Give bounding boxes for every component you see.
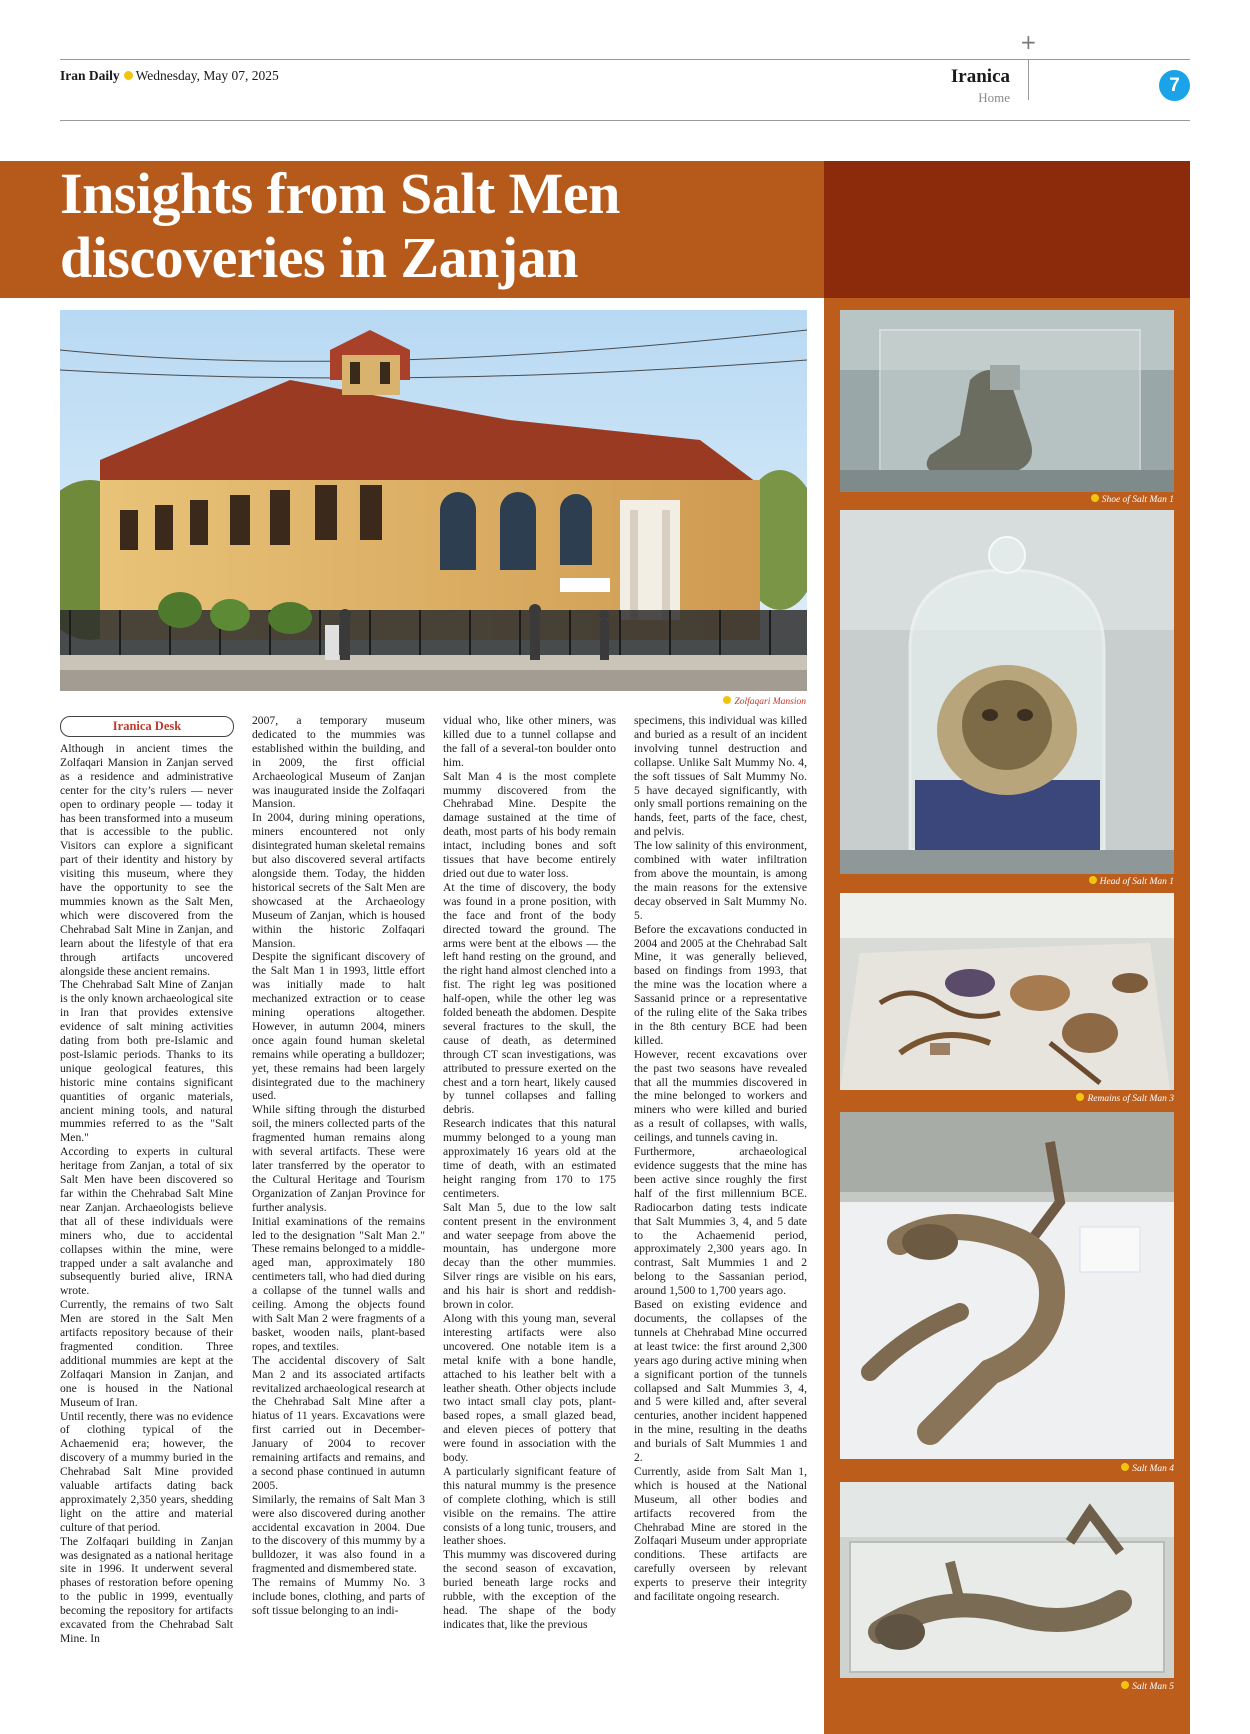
article-paragraph: Salt Man 4 is the most complete mummy discovered from the Chehrabad Mine. Despite the damage sustained at the time of death, most parts of his body remain intact, including bones and soft tissues that have become entirely dried out due to water loss. bbox=[443, 769, 616, 880]
caption-salt4-text: Salt Man 4 bbox=[1132, 1464, 1174, 1474]
article-paragraph: Based on existing evidence and documents, the collapses of the tunnels at Chehrabad Mine occurred at least twice: the first around 2,300 years ago during active mining when a significant portion of the tunnels collapsed and Salt Mummies 3, 4, and 5 were killed and, after several centuries, another incident happened in the mine, resulting in the deaths and burials of Salt Mummies 1 and 2. bbox=[634, 1298, 807, 1465]
section-label bbox=[951, 66, 1010, 106]
article-paragraph: Until recently, there was no evidence of clothing typical of the Achaemenid era; however, the discovery of a mummy buried in the Chehrabad Salt Mine provided valuable artifacts dating back approximately 2,350 years, shedding light on the attire and material culture of that period. bbox=[60, 1409, 233, 1534]
caption-head-text: Head of Salt Man 1 bbox=[1099, 877, 1174, 887]
caption-head bbox=[900, 876, 1174, 887]
article-column-3 bbox=[443, 714, 616, 1632]
article-headline bbox=[60, 162, 820, 290]
article-paragraph: Initial examinations of the remains led to the designation "Salt Man 2." These remains belonged to a middle-aged man, approximately 180 centimeters tall, who had died during a collapse of the tunnel walls and ceiling. Among the objects found with Salt Man 2 were fragments of a basket, wooden nails, plant-based ropes, and textiles. bbox=[252, 1214, 425, 1353]
article-paragraph: Salt Man 5, due to the low salt content present in the environment and water seepage from above the mountain, has undergone more decay than the other mummies. Silver rings are visible on his ears, and his hair is short and reddish-brown in color. bbox=[443, 1200, 616, 1312]
caption-remains3 bbox=[900, 1093, 1174, 1104]
article-paragraph: According to experts in cultural heritage from Zanjan, a total of six Salt Men have been discovered so far within the Chehrabad Salt Mine near Zanjan. Archaeologists believe that all of these individuals were miners who, due to accidental collapses within the mine, were trapped under a salt avalanche and subsequently buried alive, IRNA wrote. bbox=[60, 1145, 233, 1298]
paper-name: Iran Daily bbox=[60, 68, 120, 83]
article-paragraph: The accidental discovery of Salt Man 2 and its associated artifacts revitalized archaeological research at the Chehrabad Salt Mine after a hiatus of 11 years. Excavations were first carried out in December-January of 2004 to recover remaining artifacts and remains, and a second phase continued in autumn 2005. bbox=[252, 1353, 425, 1492]
article-paragraph: However, recent excavations over the past two seasons have revealed that all the mummies discovered in the mine belonged to workers and miners who were killed and buried as a result of collapses, with walls, ceilings, and tunnels caving in. bbox=[634, 1047, 807, 1145]
article-paragraph: Similarly, the remains of Salt Man 3 were also discovered during another accidental excavation in 2004. Due to the discovery of this mummy by a bulldozer, it was also found in a fragmented and dismembered state. bbox=[252, 1492, 425, 1576]
caption-dot-icon bbox=[1089, 876, 1097, 884]
article-paragraph: 2007, a temporary museum dedicated to the mummies was established within the building, and in 2009, the first official Archaeological Museum of Zanjan was inaugurated inside the Zolfaqari Mansion. bbox=[252, 714, 425, 811]
masthead bbox=[60, 68, 279, 84]
article-paragraph: At the time of discovery, the body was found in a prone position, with the face and front of the body directed toward the ground. The arms were bent at the elbows — the left hand resting on the ground, and the right hand almost clenched into a fist. The right leg was positioned half-open, while the other leg was folded beneath the abdomen. Despite several fractures to the skull, the cause of death, as determined through CT scan investigations, was attributed to pressure exerted on the chest and a torn heart, likely caused by tunnel collapses and falling debris. bbox=[443, 880, 616, 1117]
article-paragraph: specimens, this individual was killed and buried as a result of an incident involving tunnel destruction and collapse. Unlike Salt Mummy No. 4, the soft tissues of Salt Mummy No. 5 have decayed significantly, with only small portions remaining on the hands, feet, parts of the face, chest, and pelvis. bbox=[634, 714, 807, 839]
caption-salt4 bbox=[900, 1463, 1174, 1474]
remains-illustration bbox=[840, 893, 1174, 1090]
mansion-illustration bbox=[60, 310, 807, 691]
headline-line-2: discoveries in Zanjan bbox=[60, 225, 578, 290]
salt-man-5-illustration bbox=[840, 1482, 1174, 1678]
article-paragraph: In 2004, during mining operations, miners encountered not only disintegrated human skeletal remains but also discovered several artifacts alongside them. Today, the hidden historical secrets of the Salt Men are showcased at the Archaeology Museum of Zanjan, which is housed within the historic Zolfaqari Mansion. bbox=[252, 811, 425, 950]
article-paragraph: The Chehrabad Salt Mine of Zanjan is the only known archaeological site in Iran that provides extensive evidence of salt mining activities dating from both pre-Islamic and post-Islamic periods. Thanks to its unique geological features, this historic mine contains significant quantities of organic materials, ancient mining tools, and natural mummies referred to as the "Salt Men." bbox=[60, 978, 233, 1145]
article-column-4 bbox=[634, 714, 807, 1604]
article-paragraph: The Zolfaqari building in Zanjan was designated as a national heritage site in 1996. It underwent several phases of restoration before opening to the public in 1999, eventually becoming the repository for artifacts excavated from the Chehrabad Salt Mine. In bbox=[60, 1534, 233, 1645]
article-column-2 bbox=[252, 714, 425, 1618]
byline-badge: Iranica Desk bbox=[60, 716, 234, 737]
dot-icon bbox=[124, 71, 133, 80]
article-paragraph: Despite the significant discovery of the Salt Man 1 in 1993, little effort was initially made to halt mechanized extraction or to cease mining operations altogether. However, in autumn 2004, miners once again found human skeletal remains while operating a bulldozer; yet, these remains had been largely disintegrated due to the machinery used. bbox=[252, 950, 425, 1103]
article-paragraph: Along with this young man, several interesting artifacts were also uncovered. One notable item is a metal knife with a bone handle, attached to his leather belt with a leather sheath. Other objects include two intact small clay pots, plant-based ropes, a small glazed bead, and eleven pieces of pottery that were found in association with the body. bbox=[443, 1311, 616, 1465]
caption-dot-icon bbox=[1091, 494, 1099, 502]
photo-remains-of-salt-man-3 bbox=[840, 893, 1174, 1090]
photo-salt-man-5 bbox=[840, 1482, 1174, 1678]
article-paragraph: A particularly significant feature of this natural mummy is the presence of complete clothing, which is still visible on the remains. The attire consists of a long tunic, trousers, and leather shoes. bbox=[443, 1464, 616, 1548]
caption-remains3-text: Remains of Salt Man 3 bbox=[1087, 1094, 1174, 1104]
article-paragraph: This mummy was discovered during the second season of excavation, buried beneath large rocks and rubble, with the exception of the head. The shape of the body indicates that, like the previous bbox=[443, 1548, 616, 1631]
article-paragraph: The remains of Mummy No. 3 include bones, clothing, and parts of soft tissue belonging to an indi- bbox=[252, 1576, 425, 1617]
article-paragraph: Although in ancient times the Zolfaqari Mansion in Zanjan served as a residence and administrative center for the city’s rulers — never open to ordinary people — today it has been transformed into a museum that is accessible to the public. Visitors can explore a significant part of their identity and history by visiting this museum, where they have the opportunity to see the mummies known as the Salt Men, which were discovered from the Chehrabad Salt Mine in Zanjan, and learn about the lifestyle of that era through artifacts uncovered alongside these ancient remains. bbox=[60, 742, 233, 978]
caption-dot-icon bbox=[1121, 1681, 1129, 1689]
article-paragraph: Research indicates that this natural mummy belonged to a young man approximately 16 years old at the time of death, with an estimated height ranging from 170 to 175 centimeters. bbox=[443, 1117, 616, 1200]
caption-shoe bbox=[900, 494, 1174, 505]
header-top-rule bbox=[60, 59, 1190, 60]
main-photo-caption-text: Zolfaqari Mansion bbox=[734, 697, 806, 707]
headline-line-1: Insights from Salt Men bbox=[60, 161, 620, 226]
main-photo-caption bbox=[560, 696, 806, 707]
page-number-badge: 7 bbox=[1159, 70, 1190, 101]
article-paragraph: The low salinity of this environment, combined with water infiltration from above the mountain, is among the main reasons for the extensive decay observed in Salt Mummy No. 5. bbox=[634, 839, 807, 922]
shoe-illustration bbox=[840, 310, 1174, 492]
main-photo-zolfaqari-mansion bbox=[60, 310, 807, 691]
header-bottom-rule bbox=[60, 120, 1190, 121]
photo-head-of-salt-man-1 bbox=[840, 510, 1174, 874]
salt-man-4-illustration bbox=[840, 1112, 1174, 1459]
section-name: Iranica bbox=[950, 66, 1010, 87]
title-band-right bbox=[824, 161, 1190, 298]
article-paragraph: While sifting through the disturbed soil, the miners collected parts of the fragmented human remains along with several artifacts. These were later transferred by the operator to the Cultural Heritage and Tourism Organization of Zanjan Province for further analysis. bbox=[252, 1103, 425, 1214]
caption-dot-icon bbox=[1121, 1463, 1129, 1471]
issue-date: Wednesday, May 07, 2025 bbox=[135, 68, 279, 83]
photo-shoe-of-salt-man-1 bbox=[840, 310, 1174, 492]
subsection-name: Home bbox=[978, 90, 1010, 105]
article-paragraph: Before the excavations conducted in 2004 and 2005 at the Chehrabad Salt Mine, it was generally believed, based on findings from 1993, that the mine was the location where a Sassanid prince or a representative of the ruling elite of the Saka tribes in the 8th century BCE had been killed. bbox=[634, 922, 807, 1047]
header-divider bbox=[1028, 60, 1029, 100]
head-illustration bbox=[840, 510, 1174, 874]
caption-salt5-text: Salt Man 5 bbox=[1132, 1682, 1174, 1692]
caption-shoe-text: Shoe of Salt Man 1 bbox=[1101, 495, 1174, 505]
photo-salt-man-4 bbox=[840, 1112, 1174, 1459]
caption-dot-icon bbox=[723, 696, 731, 704]
article-paragraph: Currently, the remains of two Salt Men are stored in the Salt Men artifacts repository because of their fragmented condition. Three additional mummies are kept at the Zolfaqari Mansion in Zanjan, and one is housed in the National Museum of Iran. bbox=[60, 1298, 233, 1409]
article-column-1 bbox=[60, 742, 233, 1646]
article-paragraph: Furthermore, archaeological evidence suggests that the mine has been active since roughly the first half of the first millennium BCE. Radiocarbon dating tests indicate that Salt Mummies 3, 4, and 5 date to the Achaemenid period, approximately 2,300 years ago. In contrast, Salt Mummies 1 and 2 belong to the Sassanian period, around 1,500 to 1,700 years ago. bbox=[634, 1145, 807, 1298]
article-paragraph: vidual who, like other miners, was killed due to a tunnel collapse and the fall of a several-ton boulder onto him. bbox=[443, 714, 616, 769]
article-paragraph: Currently, aside from Salt Man 1, which is housed at the National Museum, all other bodies and artifacts recovered from the Chehrabad Mine are stored in the Zolfaqari Museum under appropriate conditions. These artifacts are carefully overseen by relevant experts to preserve their integrity and facilitate ongoing research. bbox=[634, 1464, 807, 1604]
crop-mark-icon: + bbox=[1020, 30, 1037, 54]
caption-dot-icon bbox=[1076, 1093, 1084, 1101]
caption-salt5 bbox=[900, 1681, 1174, 1692]
